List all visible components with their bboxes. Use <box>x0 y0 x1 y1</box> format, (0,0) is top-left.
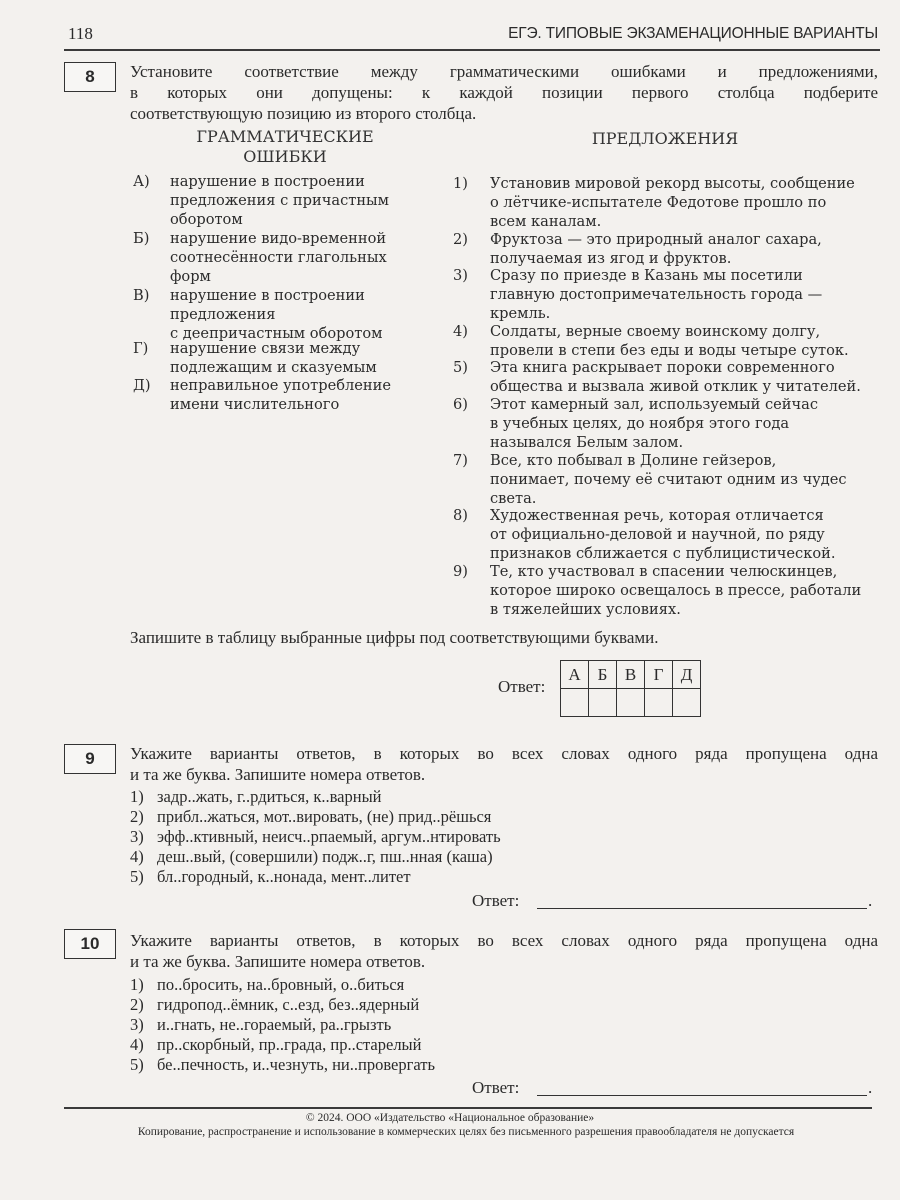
answer-cell-b[interactable] <box>589 689 617 717</box>
task9-option-1 <box>130 787 382 807</box>
sentence-label: 7) <box>453 452 468 469</box>
sentence-item-6 <box>453 395 883 453</box>
option-text: задр..жать, г..рдиться, к..варный <box>157 787 382 806</box>
sentence-item-3 <box>453 266 883 324</box>
task10-option-2 <box>130 995 419 1015</box>
sentence-label: 9) <box>453 563 468 580</box>
header-divider <box>64 49 880 51</box>
option-label: 5) <box>130 867 144 886</box>
task9-answer-end: . <box>868 891 873 910</box>
errors-column-heading <box>150 127 420 167</box>
sentence-text: Фруктоза — это природный аналог сахара, получаемая из ягод и фруктов. <box>490 231 822 267</box>
task9-option-5 <box>130 867 411 887</box>
task9-option-3 <box>130 827 501 847</box>
option-label: 3) <box>130 827 144 846</box>
sentence-text: Эта книга раскрывает пороки современного общества и вызвала живой отклик у читателей. <box>490 359 861 395</box>
sentences-column-heading: ПРЕДЛОЖЕНИЯ <box>591 129 739 148</box>
error-text: нарушение видо-временной соотнесённости глагольных форм <box>170 230 387 285</box>
option-text: прибл..жаться, мот..вировать, (не) прид..рёшься <box>157 807 492 826</box>
option-label: 4) <box>130 847 144 866</box>
answer-col-g: Г <box>645 661 673 689</box>
option-text: бе..печность, и..чезнуть, ни..провергать <box>157 1055 435 1074</box>
option-text: бл..городный, к..нонада, мент..литет <box>157 867 411 886</box>
sentence-label: 5) <box>453 359 468 376</box>
error-text: нарушение связи между подлежащим и сказуемым <box>170 340 377 376</box>
error-label: В) <box>133 287 150 304</box>
sentence-text: Этот камерный зал, используемый сейчас в учебных целях, до ноября этого года назывался Белым залом. <box>490 396 819 451</box>
task10-prompt-line: и та же буква. Запишите номера ответов. <box>130 952 426 971</box>
task9-option-4 <box>130 847 493 867</box>
error-label: Д) <box>133 377 151 394</box>
option-label: 2) <box>130 807 144 826</box>
sentence-label: 4) <box>453 323 468 340</box>
answer-col-a: А <box>561 661 589 689</box>
sentence-text: Художественная речь, которая отличается от официально-деловой и научной, по ряду признаков сближается с публицистической. <box>490 507 836 562</box>
sentence-item-9 <box>453 562 883 620</box>
footer-notice: Копирование, распространение и использование в коммерческих целях без письменного разрешения правообладателя не допускается <box>137 1126 795 1138</box>
answer-cell-a[interactable] <box>561 689 589 717</box>
answer-table <box>560 660 701 717</box>
sentence-label: 6) <box>453 396 468 413</box>
option-text: и..гнать, не..гораемый, ра..грызть <box>157 1015 392 1034</box>
sentence-text: Все, кто побывал в Долине гейзеров, понимает, почему её считают одним из чудес света. <box>490 452 847 507</box>
task10-option-5 <box>130 1055 435 1075</box>
task9-answer-label: Ответ: <box>472 891 520 910</box>
footer-divider <box>64 1107 872 1109</box>
answer-col-d: Д <box>673 661 701 689</box>
sentence-label: 3) <box>453 267 468 284</box>
task8-prompt-line: Установите соответствие между грамматическими ошибками и предложениями, <box>130 62 878 81</box>
sentence-item-8 <box>453 506 883 564</box>
sentence-item-4 <box>453 322 883 362</box>
task8-answer-label: Ответ: <box>498 677 546 696</box>
option-label: 4) <box>130 1035 144 1054</box>
page-number: 118 <box>68 24 93 43</box>
error-item-g <box>133 339 433 379</box>
error-label: Г) <box>133 340 149 357</box>
option-text: пр..скорбный, пр..града, пр..старелый <box>157 1035 422 1054</box>
answer-col-v: В <box>617 661 645 689</box>
task10-answer-end: . <box>868 1078 873 1097</box>
error-text: нарушение в построении предложения с причастным оборотом <box>170 173 390 228</box>
sentence-text: Солдаты, верные своему воинскому долгу, провели в степи без еды и воды четыре суток. <box>490 323 849 359</box>
error-text: нарушение в построении предложения с деепричастным оборотом <box>170 287 383 342</box>
sentence-item-5 <box>453 358 883 398</box>
task10-answer-field[interactable] <box>537 1095 867 1096</box>
option-text: гидропод..ёмник, с..езд, без..ядерный <box>157 995 420 1014</box>
task8-prompt-line: в которых они допущены: к каждой позиции первого столбца подберите <box>130 83 878 102</box>
task10-option-4 <box>130 1035 421 1055</box>
errors-heading-line: ОШИБКИ <box>243 147 327 166</box>
sentence-text: Сразу по приезде в Казань мы посетили главную достопримечательность города — кремль. <box>490 267 823 322</box>
error-label: Б) <box>133 230 150 247</box>
error-item-d <box>133 376 433 416</box>
footer-copyright: © 2024. ООО «Издательство «Национальное образование» <box>305 1112 595 1124</box>
task9-option-2 <box>130 807 491 827</box>
sentence-item-2 <box>453 230 883 270</box>
error-label: А) <box>133 173 150 190</box>
sentence-item-1 <box>453 174 883 232</box>
task9-prompt-line: Укажите варианты ответов, в которых во всех словах одного ряда пропущена одна <box>130 744 878 763</box>
sentence-text: Те, кто участвовал в спасении челюскинцев, которое широко освещалось в прессе, работали в тяжелейших условиях. <box>490 563 862 618</box>
task9-prompt-line: и та же буква. Запишите номера ответов. <box>130 765 426 784</box>
task8-prompt-line: соответствующую позицию из второго столбца. <box>130 104 477 123</box>
option-text: деш..вый, (совершили) подж..г, пш..нная (каша) <box>157 847 493 866</box>
option-text: по..бросить, на..бровный, о..биться <box>157 975 405 994</box>
task-number-box-9: 9 <box>64 744 116 774</box>
task10-answer-label: Ответ: <box>472 1078 520 1097</box>
sentence-label: 1) <box>453 175 468 192</box>
answer-col-b: Б <box>589 661 617 689</box>
task10-prompt-line: Укажите варианты ответов, в которых во всех словах одного ряда пропущена одна <box>130 931 878 950</box>
sentence-label: 8) <box>453 507 468 524</box>
error-item-v <box>133 286 433 344</box>
table-instruction: Запишите в таблицу выбранные цифры под соответствующими буквами. <box>130 628 659 647</box>
option-label: 5) <box>130 1055 144 1074</box>
task9-answer-field[interactable] <box>537 908 867 909</box>
sentence-label: 2) <box>453 231 468 248</box>
answer-cell-d[interactable] <box>673 689 701 717</box>
task10-option-1 <box>130 975 404 995</box>
task-number-box-10: 10 <box>64 929 116 959</box>
answer-cell-v[interactable] <box>617 689 645 717</box>
answer-table-header-row <box>561 661 701 689</box>
option-label: 3) <box>130 1015 144 1034</box>
error-item-b <box>133 229 433 287</box>
option-label: 2) <box>130 995 144 1014</box>
task10-option-3 <box>130 1015 391 1035</box>
answer-table-input-row <box>561 689 701 717</box>
running-title: ЕГЭ. ТИПОВЫЕ ЭКЗАМЕНАЦИОННЫЕ ВАРИАНТЫ <box>508 25 878 42</box>
error-text: неправильное употребление имени числительного <box>170 377 392 413</box>
error-item-a <box>133 172 433 230</box>
option-text: эфф..ктивный, неисч..рпаемый, аргум..нтировать <box>157 827 501 846</box>
errors-heading-line: ГРАММАТИЧЕСКИЕ <box>196 127 374 146</box>
sentence-text: Установив мировой рекорд высоты, сообщение о лётчике-испытателе Федотове прошло по всем каналам. <box>490 175 855 230</box>
option-label: 1) <box>130 975 144 994</box>
answer-cell-g[interactable] <box>645 689 673 717</box>
sentence-item-7 <box>453 451 883 509</box>
task-number-box-8: 8 <box>64 62 116 92</box>
option-label: 1) <box>130 787 144 806</box>
